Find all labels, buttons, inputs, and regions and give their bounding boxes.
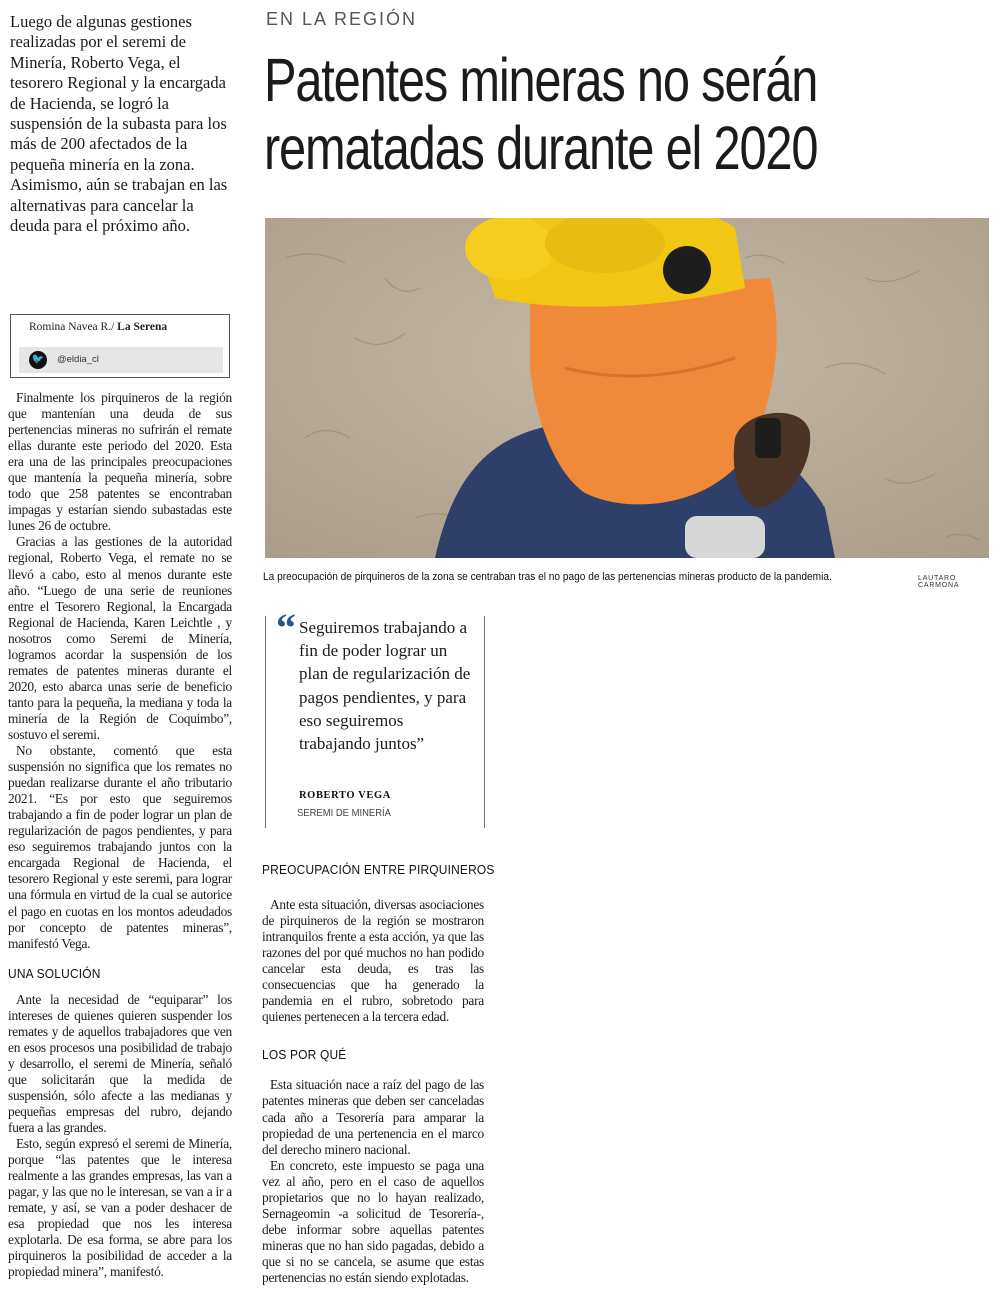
paragraph: Ante esta situación, diversas asociaciones de pirquineros de la región se mostraron intranquilos frente a esta acción, ya que las razones del por qué muchos no han podido cancelar esta deuda, es tras las consecuencias que ha generado la pandemia en el rubro, sobretodo para quienes pertenecen a la tercera edad. [262, 897, 484, 1025]
radio-device [755, 418, 781, 458]
helmet-clip [663, 246, 711, 294]
photo-caption: La preocupación de pirquineros de la zona se centraban tras el no pago de las pertenencias mineras producto de la pandemia. [263, 571, 832, 583]
social-bar[interactable] [19, 347, 223, 373]
paragraph: En concreto, este impuesto se paga una vez al año, pero en el caso de aquellos propietarios que no lo hayan realizado, Sernageomin -a solicitud de Tesorería-, debe informar sobre aquellas patentes mineras que no han sido pagadas, debido a que si no se cancela, se asume que estas pertenencias no están siendo explotadas. [262, 1157, 484, 1285]
paragraph: No obstante, comentó que esta suspensión no significa que los remates no puedan realizarse durante el año tributario 2021. “Es por esto que seguiremos trabajando a fin de poder lograr un plan de regularización de pagos pendientes, y para eso seguiremos trabajando juntos con la encargada Regional de Hacienda, el tesorero Regional y este seremi, para lograr una fórmula en virtud de la cual se autorice el pago en cuotas en los montos adeudados por concepto de patentes mineras”, manifestó Vega. [8, 743, 232, 951]
headline: Patentes mineras no serán rematadas durante el 2020 [264, 46, 818, 182]
byline-author: Romina Navea R./ [29, 321, 115, 333]
ear-muff-left [465, 218, 555, 280]
paragraph: Ante la necesidad de “equiparar” los intereses de quienes quieren suspender los remates y de aquellos trabajadores que ven en esos procesos una posibilidad de trabajo y desarrollo, el seremi de Minería, señaló que solicitarán que la medida de suspensión, sólo afecte a las medianas y pequeñas empresas del rubro, dejando fuera a las grandes. [8, 991, 232, 1136]
paragraph: Gracias a las gestiones de la autoridad regional, Roberto Vega, el remate no se llevó a cabo, esto al menos durante este año. “Luego de una serie de reuniones entre el Tesorero Regional, la Encargada Regional de Hacienda, Karen Leichtle , y nosotros como Seremi de Minería, logramos acordar la suspensión de los remates de patentes mineras durante el 2020, esto abarca unas serie de beneficio tanto para la pequeña, la mediana y toda la minería de la Región de Coquimbo”, sostuvo el seremi. [8, 534, 232, 742]
byline-city: La Serena [117, 321, 168, 333]
lead-paragraph: Luego de algunas gestiones realizadas por el seremi de Minería, Roberto Vega, el tesorero Regional y la encargada de Hacienda, se logró la suspensión de la subasta para los más de 200 afectados de la pequeña minería en la zona. Asimismo, aún se trabajan en las alternativas para cancelar la deuda para el próximo año. [10, 12, 228, 236]
twitter-handle[interactable]: @eldia_cl [57, 354, 99, 365]
twitter-bird-icon: 🐦 [29, 351, 47, 369]
pull-quote [265, 605, 485, 828]
body-column-2 [262, 897, 484, 1286]
photo-credit: LAUTARO CARMONA [918, 575, 960, 589]
quote-mark-icon: “ [276, 605, 296, 650]
byline-author-line [29, 321, 167, 333]
quote-text: Seguiremos trabajando a fin de poder lograr un plan de regularización de pagos pendientes, y para eso seguiremos trabajando juntos” [299, 618, 471, 754]
subhead-los-por-que: LOS POR QUÉ [262, 1047, 347, 1063]
miner-photo-illustration [265, 218, 989, 558]
section-label: EN LA REGIÓN [266, 9, 418, 29]
subhead-preocupacion: PREOCUPACIÓN ENTRE PIRQUINEROS [262, 862, 495, 877]
article-photo [265, 218, 989, 558]
quote-author-role: SEREMI DE MINERÍA [297, 807, 391, 819]
quote-author: ROBERTO VEGA [299, 790, 391, 801]
lamp-battery [685, 516, 765, 558]
paragraph: Esta situación nace a raíz del pago de las patentes mineras que deben ser canceladas cada año a Tesorería para amparar la propiedad de una pertenencia en el marco del derecho minero nacional. [262, 1077, 484, 1157]
subhead-una-solucion: UNA SOLUCIÓN [8, 965, 101, 981]
paragraph: Finalmente los pirquineros de la región que mantenían una deuda de sus pertenencias mineras no sufrirán el remate ellas durante este periodo del 2020. Esta era una de las principales preocupaciones que mantenía la pequeña minería, sobre todo que 258 patentes se encontraban impagas y estarían siendo subastadas este lunes 26 de octubre. [8, 390, 232, 534]
byline-box [10, 314, 230, 378]
body-column-1 [8, 390, 232, 1281]
paragraph: Esto, según expresó el seremi de Minería, porque “las patentes que le interesa realmente a las grandes empresas, las van a pagar, y las que no le interesan, se van a ir a remate, y así, se van a poder deshacer de esa propiedad que nos les interesa explotarla. De esa forma, se abre para los pirquineros la posibilidad de acceder a la propiedad minera”, manifestó. [8, 1136, 232, 1280]
